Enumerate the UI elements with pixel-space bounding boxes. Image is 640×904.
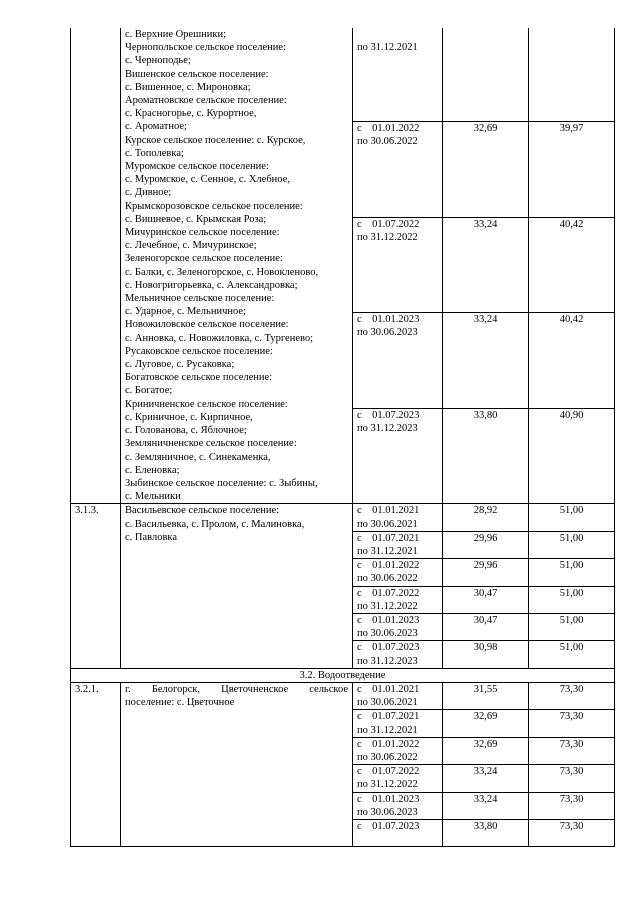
tariff-value-2: 51,00 [529,559,615,586]
tariff-value-1: 31,55 [443,682,529,709]
period-cell [353,613,443,640]
settlement-line: с. Вишневое, с. Крымская Роза; [125,213,267,225]
period-end: по 31.12.2022 [357,600,418,612]
period-start: с 01.01.2022 [357,738,420,750]
period-start: с 01.07.2023 [357,409,420,421]
settlement-line: с. Верхние Орешники; [125,29,227,40]
settlement-line: Земляничненское сельское поселение: [125,438,297,450]
settlement-line: с. Еленовка; [125,464,180,476]
period-cell [353,531,443,558]
period-end [357,833,438,846]
period-start: с 01.07.2022 [357,766,420,778]
period-start: с 01.01.2023 [357,793,420,805]
period-end: по 30.06.2023 [357,327,418,339]
period-cell [353,792,443,819]
tariff-value-1: 30,47 [443,586,529,613]
period-start: с 01.07.2022 [357,587,420,599]
table-row [71,682,615,709]
settlements-cell [121,682,353,846]
settlement-line: с. Васильевка, с. Пролом, с. Малиновка, [125,518,305,530]
tariff-value-2: 51,00 [529,504,615,531]
period-cell [353,28,443,122]
period-end: по 31.12.2023 [357,422,418,434]
tariff-table-body [71,28,615,847]
period-end: по 30.06.2021 [357,518,418,530]
tariff-value-2: 73,30 [529,710,615,737]
settlement-line: с. Лечебное, с. Мичуринское; [125,240,257,252]
period-cell [353,313,443,409]
period-start: с 01.07.2022 [357,218,420,230]
item-code: 3.1.3. [71,504,121,668]
tariff-value-2: 73,30 [529,819,615,846]
settlement-line: с. Тополевка; [125,147,184,159]
settlement-line: Курское сельское поселение: с. Курское, [125,134,306,146]
tariff-value-1: 33,80 [443,408,529,504]
period-start: с 01.01.2023 [357,314,420,326]
settlement-line: с. Черноподье; [125,55,191,67]
settlement-line: с. Земляничное, с. Синекаменка, [125,451,271,463]
settlement-line: с. Анновка, с. Новожиловка, с. Тургенево; [125,332,314,344]
period-end: по 31.12.2021 [357,42,418,54]
settlements-cell [121,504,353,668]
settlement-line: Ароматновское сельское поселение: [125,95,287,107]
settlement-line: г. Белогорск, Цветочненское сельское [125,683,348,695]
tariff-value-1: 33,24 [443,792,529,819]
settlement-line: с. Красногорье, с. Курортное, [125,108,257,120]
tariff-value-1: 30,98 [443,641,529,668]
tariff-table [70,28,615,847]
tariff-value-2: 40,90 [529,408,615,504]
settlement-line: с. Балки, с. Зеленогорское, с. Новокленово, [125,266,319,278]
settlement-line: Новожиловское сельское поселение: [125,319,289,331]
period-start: с 01.01.2021 [357,505,420,517]
period-cell [353,586,443,613]
settlement-line: с. Мельники [125,491,181,503]
period-cell [353,819,443,846]
settlement-line: Богатовское сельское поселение: [125,372,273,384]
period-start: с 01.01.2023 [357,614,420,626]
table-row [71,28,615,122]
tariff-value-2: 73,30 [529,682,615,709]
tariff-value-1: 32,69 [443,737,529,764]
settlement-line: с. Ударное, с. Мельничное; [125,306,246,318]
tariff-value-1: 32,69 [443,122,529,218]
tariff-value-1: 33,24 [443,217,529,313]
settlement-line: с. Ароматное; [125,121,187,133]
item-code: 3.2.1. [71,682,121,846]
settlement-line: Васильевское сельское поселение: [125,505,280,517]
period-cell [353,559,443,586]
settlement-line: Зеленогорское сельское поселение: [125,253,283,265]
settlement-line: Крымскорозовское сельское поселение: [125,200,303,212]
settlement-line: Мичуринское сельское поселение: [125,227,280,239]
tariff-value-1: 29,96 [443,531,529,558]
tariff-value-2: 73,30 [529,765,615,792]
tariff-value-1: 28,92 [443,504,529,531]
tariff-value-2: 40,42 [529,313,615,409]
tariff-value-1: 33,24 [443,765,529,792]
tariff-value-2: 51,00 [529,531,615,558]
period-cell [353,122,443,218]
period-start: с 01.07.2021 [357,532,420,544]
tariff-table-page [70,28,615,847]
settlement-line: с. Павловка [125,531,178,543]
tariff-value-2: 40,42 [529,217,615,313]
settlement-line: Зыбинское сельское поселение: с. Зыбины, [125,477,318,489]
period-start: с 01.01.2021 [357,683,420,695]
settlement-line: Муромское сельское поселение: [125,161,269,173]
period-cell [353,217,443,313]
settlement-line: с. Вишенное, с. Мироновка; [125,81,251,93]
settlement-line: Вишенское сельское поселение: [125,68,269,80]
period-start: с 01.01.2022 [357,123,420,135]
period-cell [353,710,443,737]
table-row [71,504,615,531]
settlement-line: с. Луговое, с. Русаковка; [125,359,235,371]
section-header-row [71,668,615,682]
settlement-line: с. Богатое; [125,385,173,397]
settlement-line: Криничненское сельское поселение: [125,398,288,410]
period-end: по 31.12.2023 [357,655,418,667]
settlement-line: Чернопольское сельское поселение: [125,42,286,54]
period-start: с 01.07.2023 [357,820,420,832]
tariff-value-1: 33,80 [443,819,529,846]
tariff-value-2: 51,00 [529,641,615,668]
tariff-value-1: 33,24 [443,313,529,409]
tariff-value-1 [443,28,529,122]
item-code [71,28,121,504]
settlement-line: Мельничное сельское поселение: [125,293,275,305]
period-start: с 01.01.2022 [357,560,420,572]
settlements-cell [121,28,353,504]
period-start: с 01.07.2021 [357,711,420,723]
period-cell [353,408,443,504]
tariff-value-2: 73,30 [529,737,615,764]
tariff-value-2 [529,28,615,122]
period-end: по 30.06.2023 [357,806,418,818]
settlement-line: с. Дивное; [125,187,172,199]
tariff-value-2: 51,00 [529,586,615,613]
period-end: по 30.06.2023 [357,628,418,640]
period-end: по 31.12.2021 [357,724,418,736]
settlement-line: поселение: с. Цветочное [125,697,235,709]
tariff-value-2: 73,30 [529,792,615,819]
settlement-line: с. Голованова, с. Яблочное; [125,425,247,437]
settlement-line: с. Новогригорьевка, с. Александровка; [125,279,298,291]
settlement-line: с. Муромское, с. Сенное, с. Хлебное, [125,174,290,186]
period-cell [353,641,443,668]
tariff-value-1: 29,96 [443,559,529,586]
tariff-value-2: 51,00 [529,613,615,640]
period-end: по 30.06.2022 [357,573,418,585]
period-cell [353,737,443,764]
tariff-value-1: 30,47 [443,613,529,640]
settlement-line: с. Криничное, с. Кирпичное, [125,411,253,423]
settlement-line: Русаковское сельское поселение: [125,345,273,357]
period-end: по 30.06.2021 [357,697,418,709]
tariff-value-2: 39,97 [529,122,615,218]
period-cell [353,682,443,709]
period-cell [353,765,443,792]
period-start: с 01.07.2023 [357,642,420,654]
period-end: по 31.12.2021 [357,545,418,557]
tariff-value-1: 32,69 [443,710,529,737]
period-end: по 30.06.2022 [357,751,418,763]
period-cell [353,504,443,531]
period-end: по 31.12.2022 [357,779,418,791]
period-start [357,28,438,41]
period-end: по 30.06.2022 [357,136,418,148]
section-title: 3.2. Водоотведение [71,668,615,682]
period-end: по 31.12.2022 [357,231,418,243]
